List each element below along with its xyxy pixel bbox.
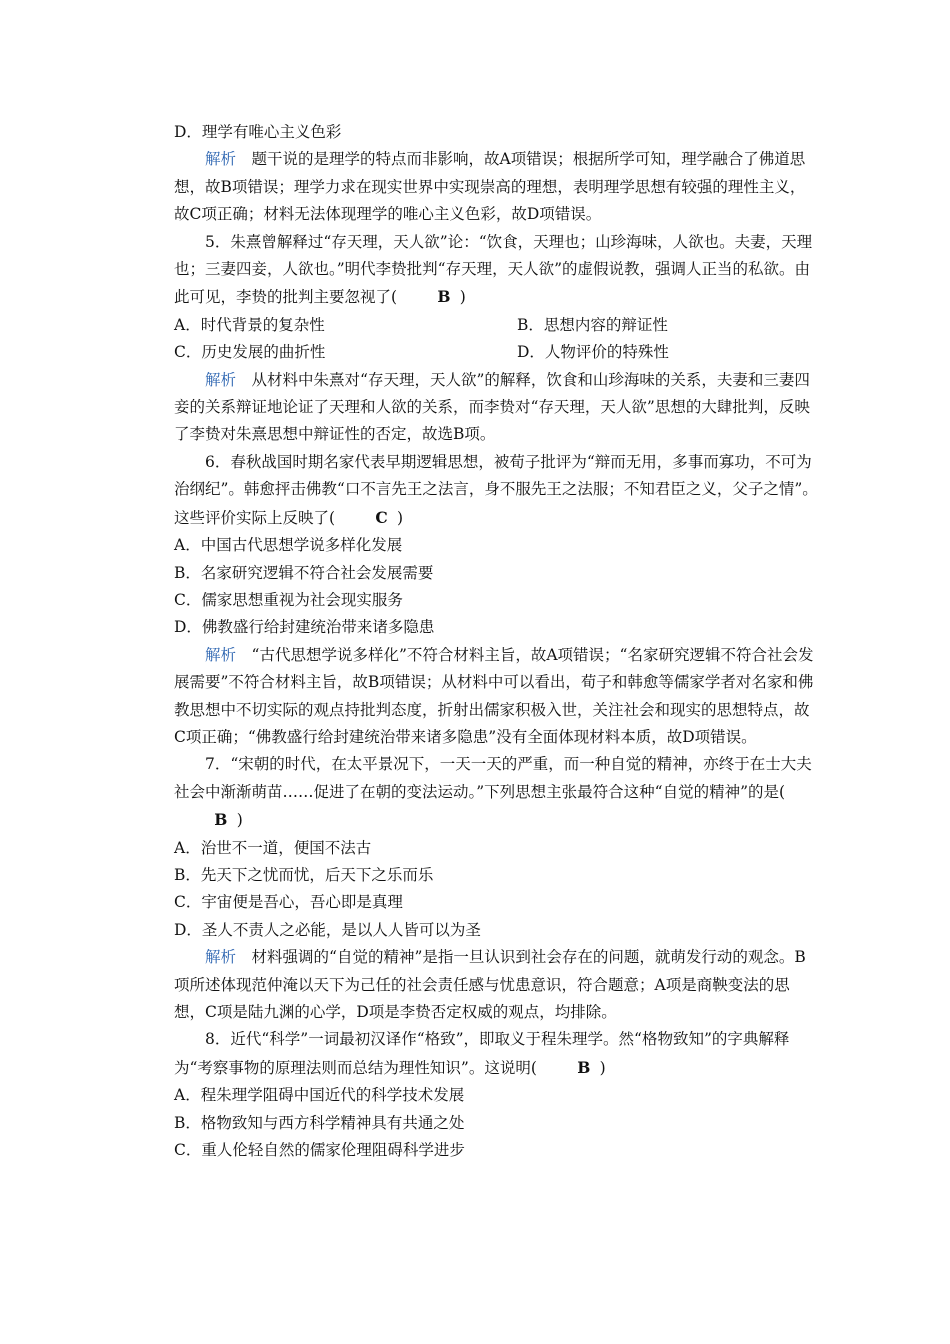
q6-answer: C <box>375 507 388 527</box>
q5-analysis <box>174 367 820 449</box>
q6-stem <box>174 449 820 532</box>
q7-stem-text: 7．“宋朝的时代，在太平景况下，一天一天的严重，而一种自觉的精神，亦终于在士大夫社会中渐渐萌苗……促进了在朝的变法运动。”下列思想主张最符合这种“自觉的精神”的是( <box>174 755 812 801</box>
q6-stem-text: 6．春秋战国时期名家代表早期逻辑思想，被荀子批评为“辩而无用，多事而寡功，不可为治纲纪”。韩愈抨击佛教“口不言先王之法言，身不服先王之法服；不知君臣之义，父子之情”。这些评价实际上反映了( <box>174 452 818 527</box>
q7-stem-close: ) <box>236 811 243 830</box>
q7-answer: B <box>214 810 228 830</box>
q7-stem <box>174 751 820 834</box>
analysis-label: 解析 <box>205 645 237 664</box>
analysis-text: “古代思想学说多样化”不符合材料主旨，故A项错误；“名家研究逻辑不符合社会发展需要”不符合材料主旨，故B项错误；从材料中可以看出，荀子和韩愈等儒家学者对名家和佛教思想中不切实际的观点持批判态度，折射出儒家积极入世，关注社会和现实的思想特点，故C项正确；“佛教盛行给封建统治带来诸多隐患”没有全面体现材料本质，故D项错误。 <box>174 645 814 746</box>
q5-option-a: A．时代背景的复杂性 <box>174 315 325 334</box>
q5-stem-close: ) <box>459 288 466 307</box>
q5-stem <box>174 229 820 312</box>
analysis-text: 从材料中朱熹对“存天理，天人欲”的解释，饮食和山珍海味的关系，夫妻和三妻四妾的关系辩证地论证了天理和人欲的关系，而李贽对“存天理，天人欲”思想的大肆批判，反映了李贽对朱熹思想中辩证性的否定，故选B项。 <box>174 370 810 444</box>
q8-option-a: A．程朱理学阻碍中国近代的科学技术发展 <box>174 1086 465 1105</box>
q8-answer: B <box>577 1057 591 1077</box>
q6-option-b: B．名家研究逻辑不符合社会发展需要 <box>174 563 434 582</box>
q4-analysis <box>174 146 820 228</box>
q7-option-d: D．圣人不责人之必能，是以人人皆可以为圣 <box>174 920 481 939</box>
q5-stem-text: 5．朱熹曾解释过“存天理，天人欲”论：“饮食，天理也；山珍海味，人欲也。夫妻，天理也；三妻四妾，人欲也。”明代李贽批判“存天理，天人欲”的虚假说教，强调人正当的私欲。由此可见，李贽的批判主要忽视了( <box>174 232 813 307</box>
q5-answer: B <box>437 287 451 307</box>
analysis-label: 解析 <box>205 948 237 967</box>
q6-option-d: D．佛教盛行给封建统治带来诸多隐患 <box>174 618 435 637</box>
q8-option-c: C．重人伦轻自然的儒家伦理阻碍科学进步 <box>174 1141 465 1160</box>
q8-stem-close: ) <box>599 1058 606 1077</box>
q8-stem-text: 8．近代“科学”一词最初汉译作“格致”，即取义于程朱理学。然“格物致知”的字典解释为“考察事物的原理法则而总结为理性知识”。这说明( <box>174 1030 790 1077</box>
q7-option-c: C．宇宙便是吾心，吾心即是真理 <box>174 893 403 912</box>
q5-option-b: B．思想内容的辩证性 <box>517 315 668 334</box>
q6-stem-close: ) <box>397 508 404 527</box>
q7-option-a: A．治世不一道，便国不法古 <box>174 838 372 857</box>
q7-analysis <box>174 944 820 1026</box>
q6-analysis <box>174 642 820 752</box>
q6-option-a: A．中国古代思想学说多样化发展 <box>174 536 403 555</box>
analysis-label: 解析 <box>205 370 237 389</box>
q4-option-d: D．理学有唯心主义色彩 <box>174 123 342 141</box>
q7-option-b: B．先天下之忧而忧，后天下之乐而乐 <box>174 865 434 884</box>
q5-options-row-1 <box>174 312 820 339</box>
analysis-label: 解析 <box>205 150 237 169</box>
analysis-text: 题干说的是理学的特点而非影响，故A项错误；根据所学可知，理学融合了佛道思想，故B项错误；理学力求在现实世界中实现崇高的理想，表明理学思想有较强的理性主义，故C项正确；材料无法体现理学的唯心主义色彩，故D项错误。 <box>174 150 806 224</box>
q5-option-d: D．人物评价的特殊性 <box>517 343 669 362</box>
q6-option-c: C．儒家思想重视为社会现实服务 <box>174 590 403 609</box>
q8-option-b: B．格物致知与西方科学精神具有共通之处 <box>174 1113 465 1132</box>
q8-stem <box>174 1026 820 1082</box>
q5-option-c: C．历史发展的曲折性 <box>174 343 326 362</box>
analysis-text: 材料强调的“自觉的精神”是指一旦认识到社会存在的问题，就萌发行动的观念。B项所述体现范仲淹以天下为己任的社会责任感与忧患意识，符合题意；A项是商鞅变法的思想，C项是陆九渊的心学，D项是李贽否定权威的观点，均排除。 <box>174 948 806 1021</box>
q5-options-row-2 <box>174 339 820 366</box>
